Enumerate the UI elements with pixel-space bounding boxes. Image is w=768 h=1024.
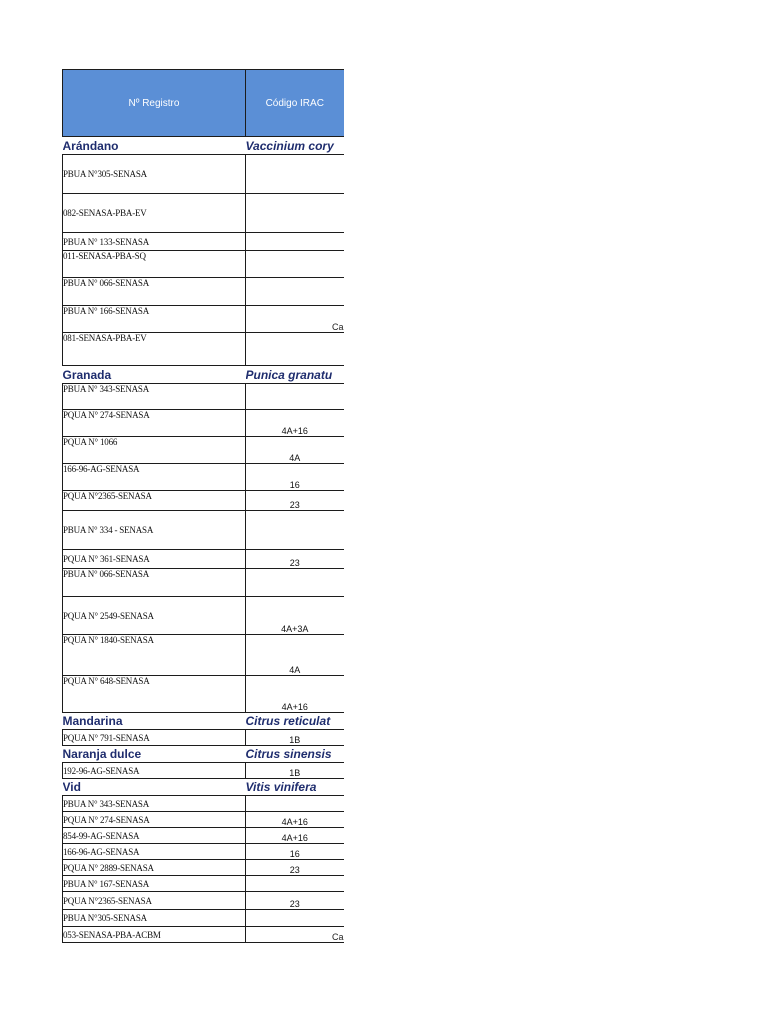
registro-cell: PBUA N° 167-SENASA: [63, 876, 246, 892]
crop-group-row: [63, 779, 344, 796]
irac-cell: 23: [246, 491, 344, 511]
table-row: [63, 860, 344, 876]
registro-cell: PQUA N° 2889-SENASA: [63, 860, 246, 876]
irac-cell: 23: [246, 892, 344, 910]
registro-cell: PQUA N° 1840-SENASA: [63, 635, 246, 676]
crop-group-row: [63, 137, 344, 155]
registro-cell: PBUA N°305-SENASA: [63, 155, 246, 194]
table-row: [63, 796, 344, 812]
registro-cell: PQUA N° 361-SENASA: [63, 550, 246, 569]
table-row: [63, 730, 344, 746]
registro-cell: 082-SENASA-PBA-EV: [63, 194, 246, 233]
table-row: [63, 233, 344, 251]
crop-group-row: [63, 713, 344, 730]
irac-cell: 16: [246, 464, 344, 491]
irac-cell: [246, 796, 344, 812]
irac-cell: [246, 333, 344, 366]
table-row: [63, 927, 344, 943]
irac-cell: [246, 384, 344, 410]
table-row: [63, 155, 344, 194]
table-row: [63, 597, 344, 635]
table-row: [63, 876, 344, 892]
irac-cell: Ca: [246, 927, 344, 943]
registro-cell: PQUA N° 791-SENASA: [63, 730, 246, 746]
registro-cell: PQUA N° 648-SENASA: [63, 676, 246, 713]
header-registro: Nº Registro: [63, 70, 246, 137]
irac-cell: 1B: [246, 730, 344, 746]
registro-cell: 081-SENASA-PBA-EV: [63, 333, 246, 366]
registro-cell: 166-96-AG-SENASA: [63, 464, 246, 491]
registro-cell: PQUA N°2365-SENASA: [63, 892, 246, 910]
registro-cell: PBUA N° 334 - SENASA: [63, 511, 246, 550]
table-row: [63, 333, 344, 366]
irac-registry-table: [62, 69, 344, 943]
irac-cell: 23: [246, 860, 344, 876]
registro-cell: PQUA N°2365-SENASA: [63, 491, 246, 511]
crop-name: Arándano: [62, 138, 119, 153]
irac-cell: 4A+16: [246, 676, 344, 713]
table-row: [63, 812, 344, 828]
irac-cell: 4A+16: [246, 410, 344, 437]
table-row: [63, 550, 344, 569]
crop-name: Vid: [62, 780, 81, 794]
registro-cell: PBUA N° 066-SENASA: [63, 569, 246, 597]
crop-name: Granada: [62, 367, 112, 382]
registro-cell: PBUA N° 343-SENASA: [63, 384, 246, 410]
crop-scientific-name: Citrus reticulat: [245, 714, 331, 728]
table-row: [63, 844, 344, 860]
registro-cell: 192-96-AG-SENASA: [63, 763, 246, 779]
irac-cell: 4A+16: [246, 812, 344, 828]
header-irac: Código IRAC: [246, 70, 344, 137]
table-row: [63, 763, 344, 779]
crop-scientific-name: Vitis vinifera: [245, 780, 317, 794]
crop-name: Mandarina: [62, 714, 123, 728]
registro-cell: PBUA N° 133-SENASA: [63, 233, 246, 251]
table-row: [63, 569, 344, 597]
table-row: [63, 410, 344, 437]
table-row: [63, 910, 344, 927]
irac-cell: [246, 278, 344, 306]
table-row: [63, 491, 344, 511]
table-row: [63, 437, 344, 464]
registro-cell: PBUA N° 066-SENASA: [63, 278, 246, 306]
registro-cell: 011-SENASA-PBA-SQ: [63, 251, 246, 278]
registro-cell: PQUA N° 1066: [63, 437, 246, 464]
registro-cell: 166-96-AG-SENASA: [63, 844, 246, 860]
registro-cell: 854-99-AG-SENASA: [63, 828, 246, 844]
irac-cell: 1B: [246, 763, 344, 779]
table-row: [63, 384, 344, 410]
registro-cell: PQUA N° 2549-SENASA: [63, 597, 246, 635]
crop-scientific-name: Citrus sinensis: [245, 747, 332, 761]
irac-cell: [246, 876, 344, 892]
table-row: [63, 306, 344, 333]
irac-cell: Ca: [246, 306, 344, 333]
irac-cell: [246, 569, 344, 597]
irac-cell: [246, 251, 344, 278]
irac-cell: [246, 155, 344, 194]
registro-cell: PBUA N° 343-SENASA: [63, 796, 246, 812]
table-row: [63, 464, 344, 491]
crop-group-row: [63, 746, 344, 763]
irac-cell: 4A+16: [246, 828, 344, 844]
table-row: [63, 892, 344, 910]
irac-cell: 16: [246, 844, 344, 860]
table-row: [63, 676, 344, 713]
irac-cell: [246, 233, 344, 251]
crop-group-row: [63, 366, 344, 384]
table-row: [63, 828, 344, 844]
irac-cell: 4A+3A: [246, 597, 344, 635]
header-row: [63, 70, 344, 137]
table-row: [63, 251, 344, 278]
irac-cell: [246, 910, 344, 927]
irac-cell: 23: [246, 550, 344, 569]
table-row: [63, 194, 344, 233]
registro-cell: PQUA N° 274-SENASA: [63, 812, 246, 828]
registro-cell: PBUA N° 166-SENASA: [63, 306, 246, 333]
crop-scientific-name: Vaccinium cory: [245, 138, 334, 153]
crop-name: Naranja dulce: [62, 747, 142, 761]
table-row: [63, 635, 344, 676]
registro-cell: 053-SENASA-PBA-ACBM: [63, 927, 246, 943]
table-row: [63, 511, 344, 550]
table-row: [63, 278, 344, 306]
irac-cell: [246, 194, 344, 233]
crop-scientific-name: Punica granatu: [245, 367, 333, 382]
irac-cell: [246, 511, 344, 550]
irac-cell: 4A: [246, 437, 344, 464]
registro-cell: PQUA N° 274-SENASA: [63, 410, 246, 437]
irac-cell: 4A: [246, 635, 344, 676]
registro-cell: PBUA N°305-SENASA: [63, 910, 246, 927]
